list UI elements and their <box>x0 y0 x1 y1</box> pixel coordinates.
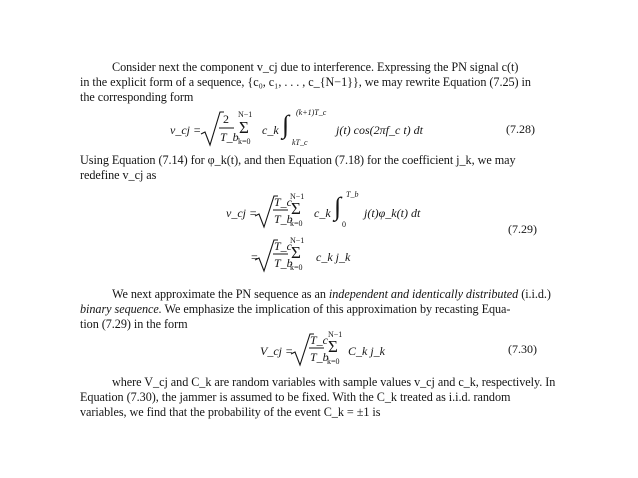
eq728-sqrt-denominator: T_b <box>220 130 239 144</box>
eq729-ck: c_k <box>314 206 331 220</box>
eq729-sum-lower: k=0 <box>290 219 303 228</box>
eq730-lhs: V_cj = <box>260 344 294 358</box>
eq730-sum-lower: k=0 <box>327 357 340 366</box>
paragraph-2 <box>80 153 516 183</box>
paragraph-1 <box>80 60 531 105</box>
eq729-line2-sqrt-numerator: T_c <box>274 239 292 253</box>
eq728-integral-lower: kT_c <box>292 138 308 147</box>
eq728-integral-upper: (k+1)T_c <box>296 108 327 117</box>
paragraph-3-line-1-c: (i.i.d.) <box>518 287 551 301</box>
eq730-sqrt-denominator: T_b <box>310 350 329 364</box>
eq729-line2-sum-sign: Σ <box>291 243 301 262</box>
eq729-integral-upper: T_b <box>346 190 359 199</box>
eq729-line2-equals: = <box>251 250 258 264</box>
paragraph-3-line-2-b: We emphasize the implication of this approximation by recasting Equa- <box>161 302 511 316</box>
eq729-number: (7.29) <box>508 222 537 236</box>
paragraph-3-line-2-a: binary sequence. <box>80 302 162 316</box>
eq729-line2-sum-lower: k=0 <box>290 263 303 272</box>
eq729-integrand: j(t)φ_k(t) dt <box>364 206 421 220</box>
eq728-number: (7.28) <box>506 122 535 136</box>
paragraph-3-line-1-b: independent and identically distributed <box>328 287 519 301</box>
eq729-sum-sign: Σ <box>291 199 301 218</box>
eq728-sum-upper: N−1 <box>238 110 253 119</box>
paragraph-2-line-1: Using Equation (7.14) for φ_k(t), and then Equation (7.18) for the coefficient j_k, we may <box>80 153 516 167</box>
eq729-sqrt-denominator: T_b <box>274 212 293 226</box>
eq728-sum-sign: Σ <box>239 118 249 137</box>
eq730-term: C_k j_k <box>348 344 385 358</box>
paragraph-1-line-2: in the explicit form of a sequence, {c₀, c₁, . . . , c_{N−1}}, we may rewrite Equation (7.25) in <box>80 75 531 89</box>
eq728-lhs: v_cj = <box>170 123 202 137</box>
eq729-integral-lower: 0 <box>342 220 346 229</box>
eq728-sqrt-numerator: 2 <box>223 112 229 126</box>
eq730-sum-upper: N−1 <box>328 330 343 339</box>
eq730-sum-sign: Σ <box>328 337 338 356</box>
paragraph-3-line-2 <box>80 302 551 317</box>
eq728-integrand: j(t) cos(2πf_c t) dt <box>336 123 423 137</box>
paragraph-3-line-1 <box>80 287 551 302</box>
eq729-integral-sign: ∫ <box>334 192 342 221</box>
eq729-line2-sum-upper: N−1 <box>290 236 305 245</box>
paragraph-3-line-1-a: We next approximate the PN sequence as an <box>112 287 329 301</box>
paragraph-1-line-1: Consider next the component v_cj due to interference. Expressing the PN signal c(t) <box>112 60 519 74</box>
eq729-line2-sqrt-denominator: T_b <box>274 256 293 270</box>
eq728-sum-lower: k=0 <box>238 137 251 146</box>
eq729-line2-term: c_k j_k <box>316 250 351 264</box>
paragraph-4 <box>80 375 555 420</box>
eq728-ck: c_k <box>262 123 279 137</box>
paragraph-3 <box>80 287 551 332</box>
paragraph-4-line-3: variables, we find that the probability of the event C_k = ±1 is <box>80 405 381 419</box>
paragraph-4-line-2: Equation (7.30), the jammer is assumed to be fixed. With the C_k treated as i.i.d. random <box>80 390 511 404</box>
eq729-lhs: v_cj = <box>226 206 258 220</box>
eq728-integral-sign: ∫ <box>282 110 290 139</box>
eq730-number: (7.30) <box>508 342 537 356</box>
paragraph-3-line-3: tion (7.29) in the form <box>80 317 188 331</box>
eq730-sqrt-numerator: T_c <box>310 333 328 347</box>
paragraph-4-line-1: where V_cj and C_k are random variables with sample values v_cj and c_k, respectively. In <box>112 375 556 389</box>
paragraph-2-line-2: redefine v_cj as <box>80 168 157 182</box>
paragraph-1-line-3: the corresponding form <box>80 90 194 104</box>
eq729-sqrt-numerator: T_c <box>274 195 292 209</box>
eq729-sum-upper: N−1 <box>290 192 305 201</box>
